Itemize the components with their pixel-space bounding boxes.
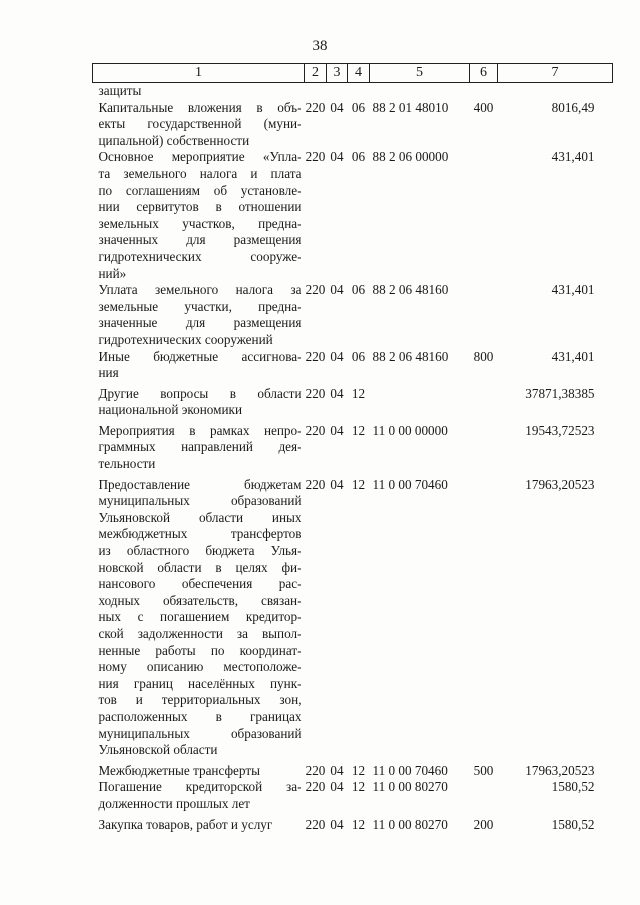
row-name-line: та земельного налога и плата — [98, 165, 302, 181]
row-name-line: муниципальных образований — [98, 725, 302, 741]
expense-type-code — [470, 386, 498, 419]
row-name-line: Другие вопросы в области — [98, 385, 302, 401]
target-article-code: 88 2 01 48010 — [372, 99, 449, 115]
section-code: 04 — [330, 422, 344, 438]
admin-code: 220 — [305, 385, 326, 401]
target-article-code: 11 0 00 80270 — [372, 779, 448, 795]
admin-code: 220 — [305, 348, 326, 364]
admin-code: 220 — [305, 422, 326, 438]
section-code: 04 — [330, 348, 344, 364]
amount — [498, 83, 613, 100]
amount: 431,401 — [551, 348, 595, 364]
target-article-code: 88 2 06 48160 — [372, 348, 449, 364]
admin-code: 220 — [305, 779, 326, 795]
header-col-5: 5 — [370, 64, 470, 83]
row-name — [93, 100, 305, 150]
table-row — [93, 83, 613, 100]
table-row — [93, 149, 613, 282]
subsection-code: 12 — [351, 385, 366, 401]
expense-type-code — [470, 83, 498, 100]
row-name-line: Закупка товаров, работ и услуг — [98, 816, 273, 832]
target-article-code: 11 0 00 80270 — [372, 816, 448, 832]
row-name-line: Иные бюджетные ассигнова- — [98, 348, 302, 364]
page-number: 38 — [312, 38, 328, 54]
row-name-line: значенных для размещения — [98, 232, 302, 248]
row-name-line: ходных обязательств, связан- — [98, 592, 302, 608]
admin-code: 220 — [305, 816, 326, 832]
row-name-line: ципальной) собственности — [98, 132, 250, 148]
expense-type-code: 200 — [473, 816, 494, 832]
header-col-4: 4 — [348, 64, 370, 83]
table-row — [93, 386, 613, 419]
table-row — [93, 282, 613, 348]
header-col-6: 6 — [470, 64, 498, 83]
row-name-line: ской задолженности за выпол- — [98, 626, 302, 641]
expense-type-code — [470, 149, 498, 282]
row-name-line: Мероприятия в рамках непро- — [98, 422, 302, 438]
admin-code: 220 — [305, 282, 326, 298]
table-row — [93, 423, 613, 473]
subsection-code: 06 — [351, 348, 366, 364]
row-name-line: из областного бюджета Улья- — [98, 543, 302, 559]
expense-type-code: 800 — [473, 348, 494, 364]
amount: 17963,20523 — [525, 476, 595, 492]
row-name-line: Основное мероприятие «Упла- — [98, 149, 302, 165]
section-code: 04 — [330, 476, 344, 492]
section-code: 04 — [330, 762, 344, 778]
row-name-line: Капитальные вложения в объ- — [98, 99, 302, 115]
row-name-line: межбюджетных трансфертов — [98, 526, 302, 542]
admin-code: 220 — [305, 149, 326, 165]
row-name-line: нии сервитутов в отношении — [98, 199, 302, 215]
row-name-line: по соглашениям об установле- — [98, 182, 302, 198]
admin-code — [305, 83, 327, 100]
subsection-code: 12 — [351, 476, 366, 492]
row-name — [93, 779, 305, 812]
section-code — [327, 83, 348, 100]
row-name-line: ний» — [98, 265, 127, 281]
subsection-code: 06 — [351, 99, 366, 115]
row-name — [93, 149, 305, 282]
target-article-code — [370, 83, 470, 100]
budget-table — [92, 63, 613, 833]
row-name — [93, 83, 305, 100]
row-name-line: Погашение кредиторской за- — [98, 779, 302, 795]
target-article-code: 11 0 00 00000 — [372, 422, 448, 438]
subsection-code: 12 — [351, 762, 366, 778]
table-row — [93, 477, 613, 759]
row-name-line: ненные работы по координат- — [98, 642, 302, 658]
table-row — [93, 779, 613, 812]
row-name-line: Уплата земельного налога за — [98, 282, 302, 298]
table-row — [93, 349, 613, 382]
row-name-line: екты государственной (муни- — [98, 116, 302, 132]
table-row — [93, 100, 613, 150]
row-name — [93, 386, 305, 419]
row-name-line: значенные для размещения — [98, 315, 302, 331]
expense-type-code — [470, 282, 498, 348]
expense-type-code — [470, 423, 498, 473]
row-name-line: ному описанию местоположе- — [98, 659, 302, 675]
row-name-line: ния границ населённых пунк- — [98, 675, 302, 691]
row-name — [93, 349, 305, 382]
table-row — [93, 817, 613, 834]
row-name — [93, 477, 305, 759]
amount: 431,401 — [551, 282, 595, 298]
subsection-code — [348, 83, 370, 100]
section-code: 04 — [330, 282, 344, 298]
header-col-2: 2 — [305, 64, 327, 83]
expense-type-code — [470, 477, 498, 759]
subsection-code: 12 — [351, 816, 366, 832]
row-name — [93, 763, 305, 780]
subsection-code: 06 — [351, 149, 366, 165]
amount: 1580,52 — [551, 816, 595, 832]
amount: 37871,38385 — [525, 385, 595, 401]
row-name-line: муниципальных образований — [98, 493, 302, 509]
amount: 17963,20523 — [525, 762, 595, 778]
admin-code: 220 — [305, 476, 326, 492]
row-name-line: тельности — [98, 456, 156, 472]
row-name-line: ных с погашением кредитор- — [98, 609, 302, 625]
subsection-code: 12 — [351, 422, 366, 438]
row-name — [93, 817, 305, 834]
row-name-line: нансового обеспечения рас- — [98, 576, 302, 592]
admin-code: 220 — [305, 762, 326, 778]
row-name-line: Ульяновской области иных — [98, 509, 302, 525]
table-row — [93, 763, 613, 780]
amount: 431,401 — [551, 149, 595, 165]
expense-type-code: 500 — [473, 762, 494, 778]
target-article-code — [370, 386, 470, 419]
row-name-line: гидротехнических сооруже- — [98, 248, 302, 264]
row-name-line: Предоставление бюджетам — [98, 476, 302, 492]
header-col-1: 1 — [93, 64, 305, 83]
amount: 19543,72523 — [525, 422, 595, 438]
section-code: 04 — [330, 816, 344, 832]
row-name-line: новской области в целях фи- — [98, 559, 302, 575]
row-name — [93, 423, 305, 473]
header-row — [93, 64, 613, 83]
target-article-code: 11 0 00 70460 — [372, 476, 448, 492]
row-name-line: земельные участки, предна- — [98, 298, 302, 314]
row-name-line: Ульяновской области — [98, 742, 218, 758]
section-code: 04 — [330, 779, 344, 795]
row-name — [93, 282, 305, 348]
row-name-line: долженности прошлых лет — [98, 795, 250, 811]
target-article-code: 11 0 00 70460 — [372, 762, 448, 778]
subsection-code: 12 — [351, 779, 366, 795]
row-name-line: граммных направлений дея- — [98, 439, 302, 455]
row-name-line: расположенных в границах — [98, 708, 302, 724]
row-name-line: земельных участков, предна- — [98, 215, 302, 231]
section-code: 04 — [330, 149, 344, 165]
row-name-line: ния — [98, 365, 119, 381]
row-name-line: национальной экономики — [98, 402, 243, 418]
header-col-7: 7 — [498, 64, 613, 83]
target-article-code: 88 2 06 48160 — [372, 282, 449, 298]
row-name-line: тов и территориальных зон, — [98, 692, 302, 708]
subsection-code: 06 — [351, 282, 366, 298]
section-code: 04 — [330, 99, 344, 115]
amount: 1580,52 — [551, 779, 595, 795]
target-article-code: 88 2 06 00000 — [372, 149, 449, 165]
header-col-3: 3 — [327, 64, 348, 83]
admin-code: 220 — [305, 99, 326, 115]
row-name-line: гидротехнических сооружений — [98, 331, 273, 347]
expense-type-code — [470, 779, 498, 812]
expense-type-code: 400 — [473, 99, 494, 115]
section-code: 04 — [330, 385, 344, 401]
amount: 8016,49 — [551, 99, 595, 115]
row-name-line: защиты — [98, 83, 142, 98]
row-name-line: Межбюджетные трансферты — [98, 762, 260, 778]
